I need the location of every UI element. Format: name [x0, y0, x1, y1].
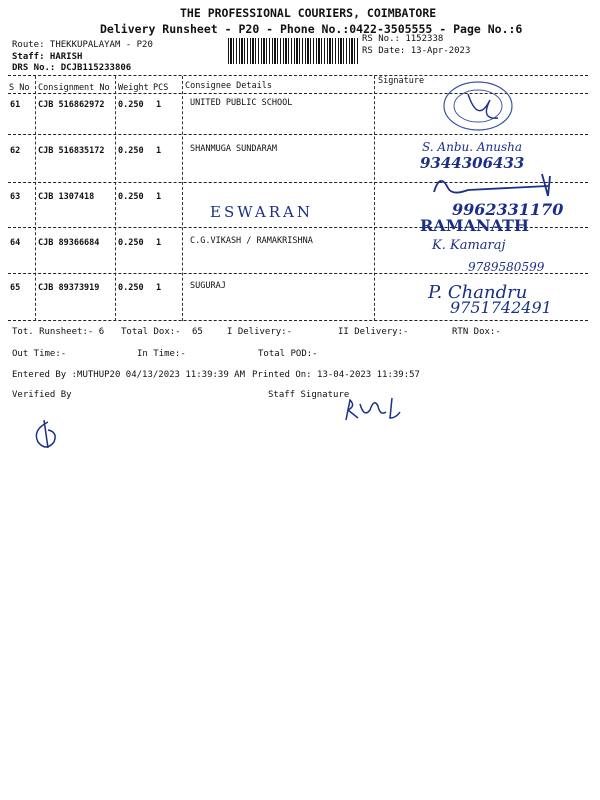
header-consignment: Consignment No — [38, 83, 110, 93]
row-consignment: CJB 516862972 — [38, 100, 105, 110]
row-consignment: CJB 89366684 — [38, 238, 100, 248]
rs-date: RS Date: 13-Apr-2023 — [362, 46, 471, 56]
row-pcs: 1 — [156, 283, 162, 293]
row62-signature-name: S. Anbu. Anusha — [422, 140, 523, 154]
row62-signature-phone: 9344306433 — [420, 154, 525, 172]
row-pcs: 1 — [156, 238, 162, 248]
row-weight: 0.250 — [118, 192, 144, 202]
row-sno: 62 — [10, 146, 21, 156]
row-consignee: UNITED PUBLIC SCHOOL — [190, 98, 293, 108]
row-sno: 65 — [10, 283, 21, 293]
tot-runsheet: Tot. Runsheet:- 6 — [12, 327, 105, 337]
runsheet-subtitle: Delivery Runsheet - P20 - Phone No.:0422-3505555 - Page No.:6 — [100, 22, 523, 36]
total-pod: Total POD:- — [258, 349, 318, 359]
header-signature: Signature — [378, 76, 425, 86]
row-weight: 0.250 — [118, 283, 144, 293]
row-weight: 0.250 — [118, 146, 144, 156]
in-time: In Time:- — [137, 349, 186, 359]
verified-signature-scribble — [30, 418, 66, 450]
total-dox-label: Total Dox:- — [121, 327, 181, 337]
row-sno: 63 — [10, 192, 21, 202]
row-sno: 64 — [10, 238, 21, 248]
staff-signature-label: Staff Signature — [268, 390, 350, 400]
header-pcs: PCS — [153, 83, 169, 93]
entered-by: Entered By :MUTHUP20 04/13/2023 11:39:39 AM — [12, 370, 245, 380]
header-weight: Weight — [118, 83, 149, 93]
row64-signature-phone: 9789580599 — [468, 260, 545, 274]
printed-on: Printed On: 13-04-2023 11:39:57 — [252, 370, 420, 380]
row-weight: 0.250 — [118, 100, 144, 110]
total-dox-value: 65 — [192, 327, 203, 337]
row-pcs: 1 — [156, 100, 162, 110]
header-consignee: Consignee Details — [185, 81, 272, 91]
row63-consignee-handwritten: ESWARAN — [210, 203, 313, 221]
row-pcs: 1 — [156, 146, 162, 156]
row-consignee: SUGURAJ — [190, 281, 226, 291]
row64-signature-name: K. Kamaraj — [432, 238, 506, 253]
row-consignment: CJB 516835172 — [38, 146, 105, 156]
row-pcs: 1 — [156, 192, 162, 202]
out-time: Out Time:- — [12, 349, 67, 359]
row-consignee: SHANMUGA SUNDARAM — [190, 144, 277, 154]
rs-number: RS No.: 1152338 — [362, 34, 444, 44]
row-consignee: C.G.VIKASH / RAMAKRISHNA — [190, 236, 313, 246]
row63-signature-phone: 9962331170 — [452, 200, 564, 219]
row-consignment: CJB 89373919 — [38, 283, 100, 293]
route: Route: THEKKUPALAYAM - P20 — [12, 40, 153, 50]
staff: Staff: HARISH — [12, 52, 83, 62]
row63-signature-mark — [430, 170, 580, 200]
verified-by: Verified By — [12, 390, 72, 400]
row65-signature-name: P. Chandru — [428, 282, 528, 303]
company-title: THE PROFESSIONAL COURIERS, COIMBATORE — [180, 6, 437, 20]
header-sno: S No — [9, 83, 30, 93]
staff-signature-scribble — [342, 394, 412, 424]
row63-signature-name: RAMANATH — [420, 216, 530, 235]
rtn-dox: RTN Dox:- — [452, 327, 501, 337]
school-stamp — [438, 80, 518, 132]
row-weight: 0.250 — [118, 238, 144, 248]
row-sno: 61 — [10, 100, 21, 110]
drs-number: DRS No.: DCJB115233806 — [12, 63, 132, 73]
barcode — [228, 38, 358, 64]
i-delivery: I Delivery:- — [227, 327, 293, 337]
ii-delivery: II Delivery:- — [338, 327, 409, 337]
row65-signature-phone: 9751742491 — [450, 298, 552, 317]
row-consignment: CJB 1307418 — [38, 192, 95, 202]
